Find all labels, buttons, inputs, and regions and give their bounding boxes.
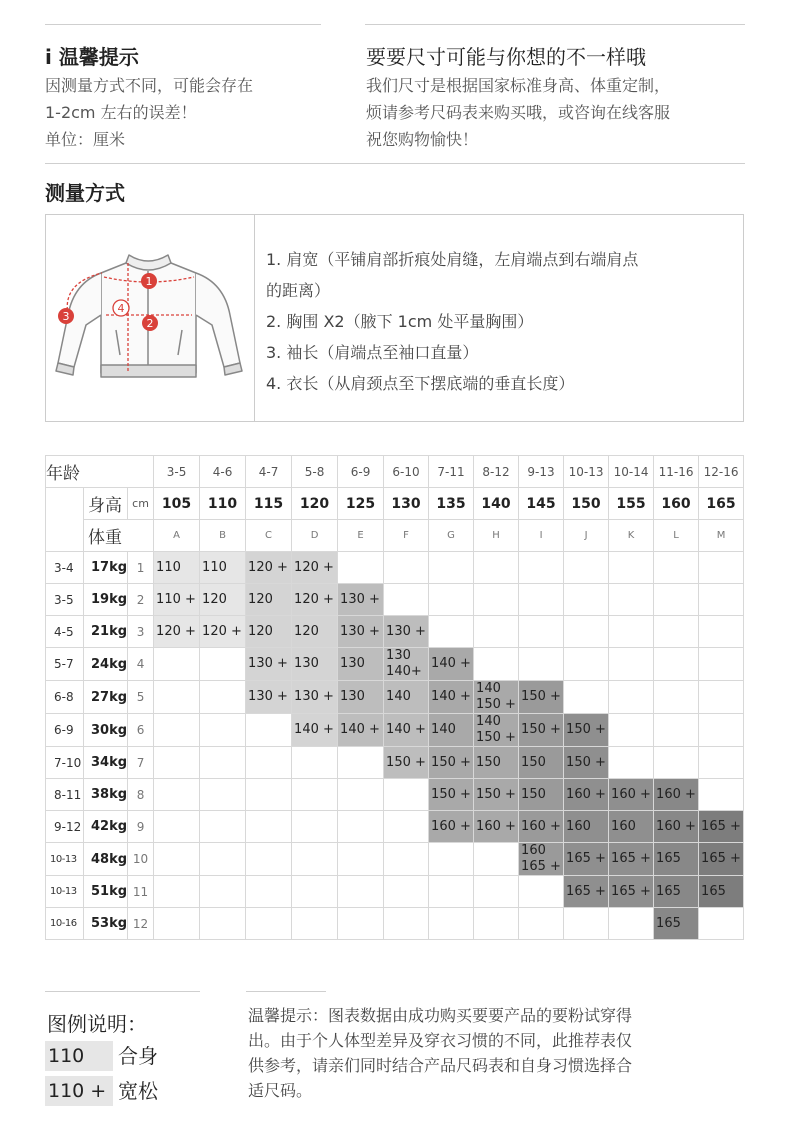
size-cell: 150 + bbox=[429, 747, 474, 779]
size-cell bbox=[564, 616, 609, 648]
size-cell bbox=[200, 648, 246, 681]
size-cell: 165 bbox=[654, 843, 699, 876]
size-cell bbox=[246, 714, 292, 747]
size-cell bbox=[338, 843, 384, 876]
size-cell bbox=[246, 843, 292, 876]
legend-loose-swatch: 110 + bbox=[45, 1076, 113, 1106]
table-row bbox=[46, 779, 744, 811]
row-age: 3-4 bbox=[46, 552, 84, 584]
notice-line: 我们尺寸是根据国家标准身高、体重定制， bbox=[366, 76, 671, 95]
size-cell bbox=[609, 584, 654, 616]
table-row bbox=[46, 584, 744, 616]
size-cell bbox=[154, 714, 200, 747]
marker-1-label: 1 bbox=[145, 275, 153, 288]
table-row bbox=[46, 552, 744, 584]
height-col-header: 120 bbox=[292, 488, 338, 520]
tips-text bbox=[45, 72, 335, 153]
size-cell bbox=[564, 648, 609, 681]
size-cell bbox=[154, 779, 200, 811]
size-cell: 120 + bbox=[246, 552, 292, 584]
note-line: 出。由于个人体型差异及穿衣习惯的不同，此推荐表仅 bbox=[248, 1031, 633, 1050]
size-cell: 160 + bbox=[429, 811, 474, 843]
size-cell: 120 bbox=[292, 616, 338, 648]
size-cell bbox=[564, 908, 609, 940]
size-cell bbox=[246, 779, 292, 811]
height-col-header: 165 bbox=[699, 488, 744, 520]
measure-item: 3. 袖长（肩端点至袖口直量） bbox=[266, 343, 479, 362]
size-cell bbox=[519, 648, 564, 681]
row-age: 4-5 bbox=[46, 616, 84, 648]
size-cell bbox=[699, 616, 744, 648]
size-cell bbox=[654, 648, 699, 681]
size-cell: 130 + bbox=[384, 616, 429, 648]
size-cell bbox=[429, 616, 474, 648]
size-cell: 120 + bbox=[200, 616, 246, 648]
tips-line: 1-2cm 左右的误差！ bbox=[45, 103, 197, 122]
measure-item: 4. 衣长（从肩颈点至下摆底端的垂直长度） bbox=[266, 374, 575, 393]
size-cell bbox=[200, 843, 246, 876]
height-header-row bbox=[46, 488, 744, 520]
size-cell bbox=[384, 876, 429, 908]
legend-fit-label: 合身 bbox=[118, 1044, 158, 1068]
size-cell bbox=[699, 681, 744, 714]
size-cell bbox=[154, 811, 200, 843]
row-index: 1 bbox=[128, 552, 154, 584]
table-row bbox=[46, 908, 744, 940]
height-col-header: 160 bbox=[654, 488, 699, 520]
size-cell bbox=[429, 908, 474, 940]
size-cell: 140 bbox=[429, 714, 474, 747]
measure-divider bbox=[254, 214, 255, 422]
size-cell bbox=[654, 584, 699, 616]
size-cell: 160 + bbox=[654, 811, 699, 843]
row-index: 12 bbox=[128, 908, 154, 940]
age-col-header: 10-13 bbox=[564, 456, 609, 488]
size-letter: J bbox=[564, 520, 609, 552]
size-letter: D bbox=[292, 520, 338, 552]
row-age: 10-13 bbox=[46, 843, 84, 876]
size-cell bbox=[200, 908, 246, 940]
size-cell bbox=[338, 908, 384, 940]
size-cell bbox=[609, 616, 654, 648]
height-col-header: 155 bbox=[609, 488, 654, 520]
row-weight: 27kg bbox=[84, 681, 128, 714]
row-index: 5 bbox=[128, 681, 154, 714]
size-cell: 150 + bbox=[474, 779, 519, 811]
height-col-header: 115 bbox=[246, 488, 292, 520]
marker-4-label: 4 bbox=[117, 302, 125, 315]
row-weight: 17kg bbox=[84, 552, 128, 584]
row-age: 8-11 bbox=[46, 779, 84, 811]
size-cell bbox=[429, 843, 474, 876]
measure-title: 测量方式 bbox=[45, 181, 125, 205]
table-row bbox=[46, 681, 744, 714]
age-col-header: 12-16 bbox=[699, 456, 744, 488]
weight-label: 体重 bbox=[84, 520, 154, 552]
measure-item: 2. 胸围 X2（腋下 1cm 处平量胸围） bbox=[266, 312, 534, 331]
age-col-header: 10-14 bbox=[609, 456, 654, 488]
size-cell bbox=[429, 876, 474, 908]
size-cell bbox=[474, 552, 519, 584]
height-col-header: 130 bbox=[384, 488, 429, 520]
row-weight: 30kg bbox=[84, 714, 128, 747]
size-letter: M bbox=[699, 520, 744, 552]
height-col-header: 105 bbox=[154, 488, 200, 520]
table-row bbox=[46, 648, 744, 681]
size-cell: 150 + bbox=[519, 714, 564, 747]
size-cell: 165 bbox=[654, 876, 699, 908]
size-cell: 130 140+ bbox=[384, 648, 429, 681]
size-letter: I bbox=[519, 520, 564, 552]
size-cell bbox=[609, 648, 654, 681]
size-cell bbox=[292, 908, 338, 940]
size-cell bbox=[338, 811, 384, 843]
size-cell: 140 + bbox=[429, 648, 474, 681]
size-cell bbox=[474, 584, 519, 616]
size-cell bbox=[154, 843, 200, 876]
size-cell: 160 165 + bbox=[519, 843, 564, 876]
row-index: 6 bbox=[128, 714, 154, 747]
size-cell bbox=[246, 876, 292, 908]
row-index: 4 bbox=[128, 648, 154, 681]
marker-2-label: 2 bbox=[146, 317, 154, 330]
size-cell bbox=[654, 552, 699, 584]
size-cell: 150 + bbox=[519, 681, 564, 714]
size-cell bbox=[519, 584, 564, 616]
spacer bbox=[46, 488, 84, 520]
size-cell bbox=[200, 876, 246, 908]
size-cell: 165 + bbox=[564, 876, 609, 908]
size-cell bbox=[699, 714, 744, 747]
size-cell bbox=[338, 747, 384, 779]
size-cell: 150 bbox=[519, 779, 564, 811]
size-cell: 160 bbox=[609, 811, 654, 843]
size-cell bbox=[200, 681, 246, 714]
age-col-header: 6-9 bbox=[338, 456, 384, 488]
size-cell: 150 bbox=[474, 747, 519, 779]
height-col-header: 135 bbox=[429, 488, 474, 520]
row-age: 7-10 bbox=[46, 747, 84, 779]
age-col-header: 7-11 bbox=[429, 456, 474, 488]
measure-item: 1. 肩宽（平铺肩部折痕处肩缝，左肩端点到右端肩点 bbox=[266, 250, 639, 269]
letter-header-row bbox=[46, 520, 744, 552]
size-cell bbox=[246, 908, 292, 940]
size-cell: 110 + bbox=[154, 584, 200, 616]
size-cell bbox=[519, 552, 564, 584]
size-cell: 130 + bbox=[292, 681, 338, 714]
legend-fit-swatch: 110 bbox=[45, 1041, 113, 1071]
size-cell: 160 + bbox=[474, 811, 519, 843]
size-cell bbox=[474, 648, 519, 681]
size-cell: 130 bbox=[292, 648, 338, 681]
size-cell bbox=[699, 779, 744, 811]
size-cell bbox=[609, 714, 654, 747]
size-cell: 130 bbox=[338, 648, 384, 681]
size-cell bbox=[654, 681, 699, 714]
size-cell bbox=[699, 908, 744, 940]
size-cell bbox=[654, 714, 699, 747]
row-weight: 19kg bbox=[84, 584, 128, 616]
marker-3-label: 3 bbox=[62, 310, 70, 323]
size-cell bbox=[384, 908, 429, 940]
measure-list bbox=[266, 244, 736, 399]
size-cell: 160 + bbox=[654, 779, 699, 811]
size-cell: 140 150 + bbox=[474, 714, 519, 747]
age-col-header: 6-10 bbox=[384, 456, 429, 488]
row-index: 3 bbox=[128, 616, 154, 648]
height-col-header: 140 bbox=[474, 488, 519, 520]
size-cell bbox=[474, 616, 519, 648]
row-weight: 42kg bbox=[84, 811, 128, 843]
note-line: 供参考，请亲们同时结合产品尺码表和自身习惯选择合 bbox=[248, 1056, 633, 1075]
size-cell: 150 + bbox=[429, 779, 474, 811]
size-cell: 110 bbox=[154, 552, 200, 584]
size-cell bbox=[200, 747, 246, 779]
age-header-row bbox=[46, 456, 744, 488]
note-line: 温馨提示：图表数据由成功购买要要产品的要粉试穿得 bbox=[248, 1006, 633, 1025]
size-letter: C bbox=[246, 520, 292, 552]
size-cell: 140 + bbox=[338, 714, 384, 747]
size-cell: 150 + bbox=[564, 747, 609, 779]
size-cell bbox=[154, 876, 200, 908]
size-cell: 130 + bbox=[338, 616, 384, 648]
row-age: 5-7 bbox=[46, 648, 84, 681]
age-col-header: 11-16 bbox=[654, 456, 699, 488]
cm-label: cm bbox=[128, 488, 154, 520]
table-row bbox=[46, 843, 744, 876]
size-cell bbox=[474, 843, 519, 876]
size-cell bbox=[564, 681, 609, 714]
size-cell: 120 + bbox=[154, 616, 200, 648]
row-weight: 34kg bbox=[84, 747, 128, 779]
size-cell bbox=[292, 843, 338, 876]
size-cell bbox=[699, 747, 744, 779]
size-cell bbox=[654, 747, 699, 779]
row-index: 11 bbox=[128, 876, 154, 908]
height-col-header: 145 bbox=[519, 488, 564, 520]
size-cell bbox=[609, 552, 654, 584]
size-cell bbox=[384, 552, 429, 584]
size-cell bbox=[609, 747, 654, 779]
size-letter: K bbox=[609, 520, 654, 552]
size-cell bbox=[154, 747, 200, 779]
row-weight: 24kg bbox=[84, 648, 128, 681]
size-letter: A bbox=[154, 520, 200, 552]
size-cell bbox=[154, 908, 200, 940]
table-row bbox=[46, 714, 744, 747]
size-cell bbox=[200, 811, 246, 843]
size-cell bbox=[609, 908, 654, 940]
size-cell: 120 + bbox=[292, 552, 338, 584]
table-row bbox=[46, 616, 744, 648]
size-cell: 130 bbox=[338, 681, 384, 714]
tips-line: 单位：厘米 bbox=[45, 130, 126, 149]
size-cell bbox=[609, 681, 654, 714]
size-cell bbox=[292, 811, 338, 843]
size-cell bbox=[384, 843, 429, 876]
row-index: 10 bbox=[128, 843, 154, 876]
notice-line: 祝您购物愉快！ bbox=[366, 130, 479, 149]
size-cell: 160 + bbox=[519, 811, 564, 843]
jacket-diagram bbox=[46, 215, 253, 421]
legend-loose-label: 宽松 bbox=[118, 1079, 158, 1103]
size-cell bbox=[429, 584, 474, 616]
size-cell: 150 bbox=[519, 747, 564, 779]
row-weight: 21kg bbox=[84, 616, 128, 648]
row-index: 9 bbox=[128, 811, 154, 843]
notice-text bbox=[366, 72, 756, 153]
size-cell bbox=[519, 908, 564, 940]
row-age: 10-16 bbox=[46, 908, 84, 940]
size-cell bbox=[474, 908, 519, 940]
row-weight: 51kg bbox=[84, 876, 128, 908]
age-col-header: 3-5 bbox=[154, 456, 200, 488]
size-cell: 150 + bbox=[564, 714, 609, 747]
size-cell bbox=[154, 681, 200, 714]
size-cell: 120 bbox=[200, 584, 246, 616]
size-cell: 165 + bbox=[564, 843, 609, 876]
size-cell: 130 + bbox=[246, 681, 292, 714]
size-cell bbox=[292, 747, 338, 779]
size-cell bbox=[200, 779, 246, 811]
size-cell: 165 bbox=[699, 876, 744, 908]
size-cell: 110 bbox=[200, 552, 246, 584]
row-index: 2 bbox=[128, 584, 154, 616]
size-cell: 165 + bbox=[699, 843, 744, 876]
size-cell bbox=[384, 584, 429, 616]
row-weight: 48kg bbox=[84, 843, 128, 876]
size-cell: 140 + bbox=[384, 714, 429, 747]
legend-title: 图例说明： bbox=[47, 1012, 147, 1036]
age-col-header: 8-12 bbox=[474, 456, 519, 488]
size-cell bbox=[519, 616, 564, 648]
size-cell bbox=[338, 552, 384, 584]
tips-title: i 温馨提示 bbox=[45, 45, 139, 69]
note-line: 适尺码。 bbox=[248, 1081, 313, 1100]
size-cell bbox=[699, 648, 744, 681]
size-cell: 165 bbox=[654, 908, 699, 940]
age-col-header: 9-13 bbox=[519, 456, 564, 488]
table-row bbox=[46, 747, 744, 779]
size-cell bbox=[564, 552, 609, 584]
size-table bbox=[45, 455, 744, 940]
bottom-note bbox=[248, 1003, 748, 1103]
size-cell: 140 + bbox=[292, 714, 338, 747]
size-cell: 120 bbox=[246, 616, 292, 648]
size-letter: H bbox=[474, 520, 519, 552]
size-cell: 140 bbox=[384, 681, 429, 714]
tips-line: 因测量方式不同，可能会存在 bbox=[45, 76, 254, 95]
age-col-header: 4-6 bbox=[200, 456, 246, 488]
size-cell bbox=[699, 584, 744, 616]
notice-title: 要要尺寸可能与你想的不一样哦 bbox=[366, 45, 646, 69]
size-cell bbox=[246, 747, 292, 779]
size-cell bbox=[654, 616, 699, 648]
size-cell: 120 + bbox=[292, 584, 338, 616]
size-cell bbox=[292, 876, 338, 908]
size-cell: 140 150 + bbox=[474, 681, 519, 714]
size-cell bbox=[384, 811, 429, 843]
spacer bbox=[46, 520, 84, 552]
age-label: 年龄 bbox=[46, 456, 154, 488]
size-cell bbox=[519, 876, 564, 908]
size-letter: B bbox=[200, 520, 246, 552]
row-age: 9-12 bbox=[46, 811, 84, 843]
size-cell bbox=[200, 714, 246, 747]
size-cell bbox=[384, 779, 429, 811]
age-col-header: 4-7 bbox=[246, 456, 292, 488]
row-weight: 38kg bbox=[84, 779, 128, 811]
measure-item: 的距离） bbox=[266, 281, 331, 300]
row-age: 6-8 bbox=[46, 681, 84, 714]
size-letter: E bbox=[338, 520, 384, 552]
size-cell bbox=[564, 584, 609, 616]
table-row bbox=[46, 876, 744, 908]
size-cell bbox=[292, 779, 338, 811]
size-cell bbox=[246, 811, 292, 843]
size-cell: 150 + bbox=[384, 747, 429, 779]
height-col-header: 125 bbox=[338, 488, 384, 520]
size-cell: 120 bbox=[246, 584, 292, 616]
notice-line: 烦请参考尺码表来购买哦，或咨询在线客服 bbox=[366, 103, 671, 122]
size-cell: 140 + bbox=[429, 681, 474, 714]
age-col-header: 5-8 bbox=[292, 456, 338, 488]
row-age: 3-5 bbox=[46, 584, 84, 616]
row-index: 7 bbox=[128, 747, 154, 779]
size-cell bbox=[338, 779, 384, 811]
size-table-body bbox=[46, 456, 744, 940]
row-age: 6-9 bbox=[46, 714, 84, 747]
row-weight: 53kg bbox=[84, 908, 128, 940]
size-cell: 165 + bbox=[699, 811, 744, 843]
size-letter: F bbox=[384, 520, 429, 552]
size-cell: 160 bbox=[564, 811, 609, 843]
size-cell: 160 + bbox=[609, 779, 654, 811]
size-cell: 130 + bbox=[338, 584, 384, 616]
table-row bbox=[46, 811, 744, 843]
size-cell: 160 + bbox=[564, 779, 609, 811]
size-cell bbox=[699, 552, 744, 584]
row-age: 10-13 bbox=[46, 876, 84, 908]
size-cell bbox=[429, 552, 474, 584]
size-letter: G bbox=[429, 520, 474, 552]
size-cell bbox=[338, 876, 384, 908]
height-col-header: 110 bbox=[200, 488, 246, 520]
size-cell: 165 + bbox=[609, 843, 654, 876]
size-cell: 165 + bbox=[609, 876, 654, 908]
size-cell bbox=[474, 876, 519, 908]
height-col-header: 150 bbox=[564, 488, 609, 520]
size-cell: 130 + bbox=[246, 648, 292, 681]
size-cell bbox=[154, 648, 200, 681]
height-label: 身高 bbox=[84, 488, 128, 520]
row-index: 8 bbox=[128, 779, 154, 811]
size-letter: L bbox=[654, 520, 699, 552]
